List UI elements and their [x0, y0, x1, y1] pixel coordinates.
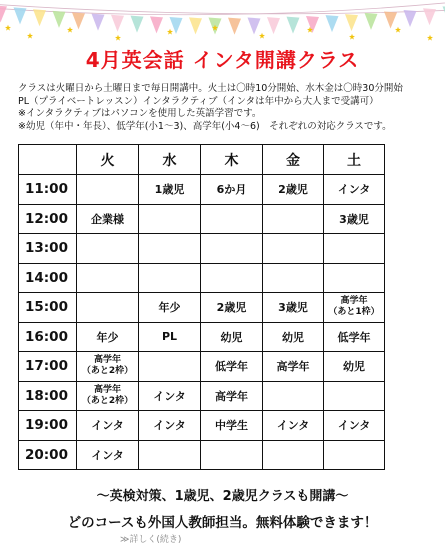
bunting-flag — [72, 12, 85, 29]
bunting-flag — [33, 9, 46, 26]
star-icon — [259, 33, 265, 39]
note-line: ※幼児（年中・年長）、低学年(小1～3)、高学年(小4～6) それぞれの対応クラスです。 — [18, 121, 443, 134]
schedule-row — [19, 204, 385, 234]
star-icon — [115, 35, 121, 41]
class-cell — [139, 234, 201, 264]
note-line: クラスは火曜日から土曜日まで毎日開講中。火土は〇時10分開始、水木金は〇時30分開始 — [18, 83, 443, 96]
class-cell — [77, 175, 139, 205]
class-cell: 高学年 — [201, 381, 263, 411]
day-header: 木 — [201, 145, 263, 175]
class-cell — [77, 352, 139, 382]
star-icon — [5, 25, 11, 31]
class-cell-line: 高学年 — [77, 385, 138, 396]
class-cell — [201, 440, 263, 470]
class-cell — [201, 234, 263, 264]
class-cell — [139, 352, 201, 382]
time-cell: 16:00 — [19, 322, 77, 352]
schedule-row — [19, 322, 385, 352]
schedule-row — [19, 263, 385, 293]
bunting-flag — [267, 17, 280, 34]
schedule-row — [19, 293, 385, 323]
star-icon — [167, 29, 173, 35]
class-cell — [263, 234, 324, 264]
class-cell — [201, 204, 263, 234]
time-cell: 12:00 — [19, 204, 77, 234]
class-cell: 幼児 — [201, 322, 263, 352]
class-cell: インタ — [77, 411, 139, 441]
star-icon — [349, 34, 355, 40]
star-icon — [67, 27, 73, 33]
class-cell — [263, 263, 324, 293]
class-cell — [77, 381, 139, 411]
schedule-row — [19, 381, 385, 411]
bunting-flag — [150, 16, 163, 33]
class-cell: 年少 — [77, 322, 139, 352]
class-cell: インタ — [77, 440, 139, 470]
bunting-flag — [0, 5, 7, 22]
class-cell: 高学年 — [263, 352, 324, 382]
bunting-flag — [404, 10, 417, 27]
class-cell: 企業様 — [77, 204, 139, 234]
bunting-flag — [384, 12, 397, 29]
class-cell — [263, 440, 324, 470]
class-cell — [139, 263, 201, 293]
time-cell: 17:00 — [19, 352, 77, 382]
page-title: 4月英会話 インタ開講クラス — [0, 44, 445, 73]
class-cell: 3歳児 — [324, 204, 385, 234]
class-cell — [324, 263, 385, 293]
star-icon — [27, 33, 33, 39]
day-header: 火 — [77, 145, 139, 175]
class-cell — [263, 204, 324, 234]
bunting-flag — [423, 8, 436, 25]
class-cell: インタ — [139, 411, 201, 441]
corner-cell — [19, 145, 77, 175]
time-cell: 18:00 — [19, 381, 77, 411]
class-cell — [77, 263, 139, 293]
class-cell: 6か月 — [201, 175, 263, 205]
schedule-table — [18, 144, 385, 470]
class-cell: 年少 — [139, 293, 201, 323]
class-cell-line: 高学年 — [324, 296, 384, 307]
bunting-flag — [14, 7, 27, 24]
class-cell — [77, 293, 139, 323]
class-cell: 2歳児 — [201, 293, 263, 323]
bunting-flag — [287, 17, 300, 34]
class-cell-line: （あと1枠） — [324, 307, 384, 318]
bunting-flag — [131, 16, 144, 33]
bunting-flag — [345, 14, 358, 31]
bunting-decoration — [0, 0, 445, 44]
cutoff-text: ≫詳しく(続き) — [120, 532, 181, 545]
schedule-row — [19, 440, 385, 470]
footer-line-2: どのコースも外国人教師担当。無料体験できます！ — [0, 511, 445, 531]
time-cell: 14:00 — [19, 263, 77, 293]
schedule-row — [19, 234, 385, 264]
class-cell: インタ — [263, 411, 324, 441]
time-cell: 20:00 — [19, 440, 77, 470]
schedule-row — [19, 411, 385, 441]
footer-line-1: ～英検対策、1歳児、2歳児クラスも開講～ — [0, 485, 445, 504]
class-cell-line: （あと2枠） — [77, 396, 138, 407]
time-cell: 13:00 — [19, 234, 77, 264]
class-cell: 低学年 — [324, 322, 385, 352]
class-cell — [77, 234, 139, 264]
class-cell — [139, 204, 201, 234]
star-icon — [427, 35, 433, 41]
notes — [18, 83, 443, 133]
day-header: 水 — [139, 145, 201, 175]
class-cell-line: 高学年 — [77, 355, 138, 366]
class-cell — [263, 381, 324, 411]
class-cell — [201, 263, 263, 293]
class-cell — [324, 381, 385, 411]
bunting-flag — [228, 18, 241, 35]
note-line: ※インタラクティブはパソコンを使用した英語学習です。 — [18, 108, 443, 121]
bunting-flag — [53, 11, 66, 28]
bunting-flag — [111, 15, 124, 32]
class-cell: 幼児 — [263, 322, 324, 352]
header-row — [19, 145, 385, 175]
star-icon — [395, 27, 401, 33]
note-line: PL（プライベートレッスン）インタラクティブ（インタは年中から大人まで受講可） — [18, 96, 443, 109]
bunting-flag — [189, 17, 202, 34]
class-cell: インタ — [324, 411, 385, 441]
day-header: 土 — [324, 145, 385, 175]
class-cell: インタ — [324, 175, 385, 205]
class-cell: インタ — [139, 381, 201, 411]
class-cell: 3歳児 — [263, 293, 324, 323]
schedule-row — [19, 352, 385, 382]
class-cell-line: （あと2枠） — [77, 366, 138, 377]
class-cell — [324, 440, 385, 470]
bunting-flag — [306, 16, 319, 33]
bunting-flag — [365, 13, 378, 30]
class-cell — [324, 234, 385, 264]
class-cell: PL — [139, 322, 201, 352]
class-cell: 幼児 — [324, 352, 385, 382]
class-cell — [324, 293, 385, 323]
class-cell: 2歳児 — [263, 175, 324, 205]
bunting-flag — [92, 14, 105, 31]
class-cell — [139, 440, 201, 470]
time-cell: 15:00 — [19, 293, 77, 323]
time-cell: 11:00 — [19, 175, 77, 205]
schedule-row — [19, 175, 385, 205]
class-cell: 中学生 — [201, 411, 263, 441]
class-cell: 1歳児 — [139, 175, 201, 205]
class-cell: 低学年 — [201, 352, 263, 382]
bunting-flag — [248, 17, 261, 34]
day-header: 金 — [263, 145, 324, 175]
time-cell: 19:00 — [19, 411, 77, 441]
bunting-flag — [326, 15, 339, 32]
